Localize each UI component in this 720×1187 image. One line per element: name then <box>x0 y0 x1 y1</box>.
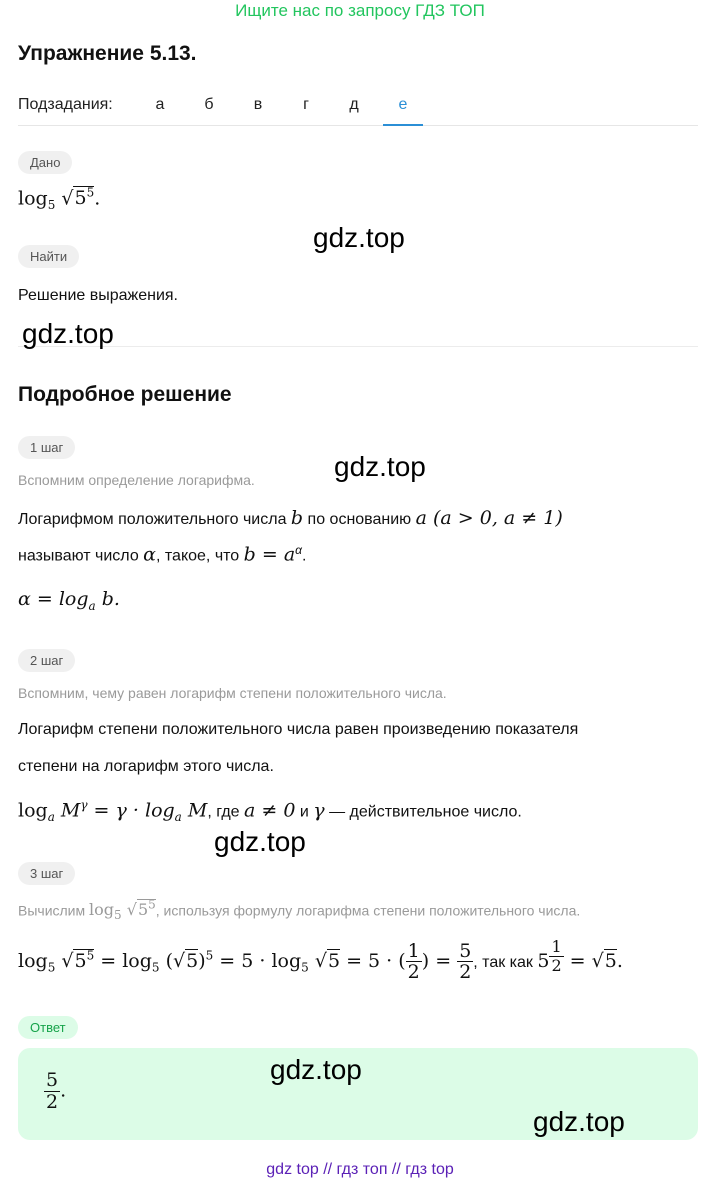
watermark: gdz.top <box>270 1054 362 1085</box>
subtask-tab-e[interactable]: е <box>383 96 423 126</box>
find-chip: Найти <box>18 245 79 268</box>
subtasks-label: Подзадания: <box>18 96 113 113</box>
given-expression: $\log_5 √5^5$. <box>18 186 101 213</box>
step2-hint: Вспомним, чему равен логарифм степени положительного числа. <box>18 685 447 701</box>
step2-line1: Логарифм степени положительного числа равен произведению показателя <box>18 721 579 738</box>
step1-formula: $\alpha = \log_a b$. <box>18 588 120 613</box>
step2-chip: 2 шаг <box>18 649 75 672</box>
step1-chip: 1 шаг <box>18 436 75 459</box>
watermark: gdz.top <box>22 318 114 349</box>
top-banner: Ищите нас по запросу ГДЗ ТОП <box>235 1 485 20</box>
given-chip-wrap <box>18 151 72 174</box>
subtask-tab-a[interactable]: а <box>155 96 165 113</box>
step1-line2: называют число α, такое, что $b = a^\alpha$. <box>18 543 307 566</box>
step3-hint: Вычислим $\log_5 √5^5$, используя формулу логарифма степени положительного числа. <box>18 898 581 923</box>
answer-chip: Ответ <box>18 1016 78 1039</box>
subtask-tab-b[interactable]: б <box>204 96 214 113</box>
step2-chip-wrap <box>18 649 75 672</box>
divider <box>18 346 698 347</box>
step3-chip-wrap <box>18 862 75 885</box>
footer-links[interactable]: gdz top // гдз топ // гдз top <box>266 1161 454 1178</box>
answer-value: $\frac{5}{2}$ . <box>46 1069 67 1113</box>
step3-calculation: $\log_5 √5^5 = \log_5 (√5)^5 = 5 \cdot \log_5 √5 = 5$ · ( $\frac{1}{2}$ ) = $\frac{5}{2}$ , так как 5 $^{\frac{1}{2}}$ = √5. <box>18 937 623 984</box>
subtask-tab-g[interactable]: г <box>303 96 309 113</box>
subtasks-bar <box>18 92 698 126</box>
find-chip-wrap <box>18 245 79 268</box>
exercise-title: Упражнение 5.13. <box>18 42 197 65</box>
watermark: gdz.top <box>533 1106 625 1137</box>
step2-formula: $\log_a M^\gamma = \gamma \cdot \log_a M$, где a ≠ 0 и γ — действительное число. <box>18 798 522 825</box>
watermark: gdz.top <box>214 826 306 857</box>
step3-chip: 3 шаг <box>18 862 75 885</box>
step1-line1: Логарифмом положительного числа b по основанию a (a > 0, a ≠ 1) <box>18 507 563 529</box>
answer-chip-wrap <box>18 1016 78 1039</box>
find-text: Решение выражения. <box>18 287 178 304</box>
given-chip: Дано <box>18 151 72 174</box>
solution-title: Подробное решение <box>18 383 232 406</box>
subtask-tab-v[interactable]: в <box>253 96 263 113</box>
step1-hint: Вспомним определение логарифма. <box>18 472 255 488</box>
subtask-tab-d[interactable]: д <box>349 96 359 113</box>
step2-line2: степени на логарифм этого числа. <box>18 758 274 775</box>
watermark: gdz.top <box>313 222 405 253</box>
watermark: gdz.top <box>334 451 426 482</box>
step1-chip-wrap <box>18 436 75 459</box>
